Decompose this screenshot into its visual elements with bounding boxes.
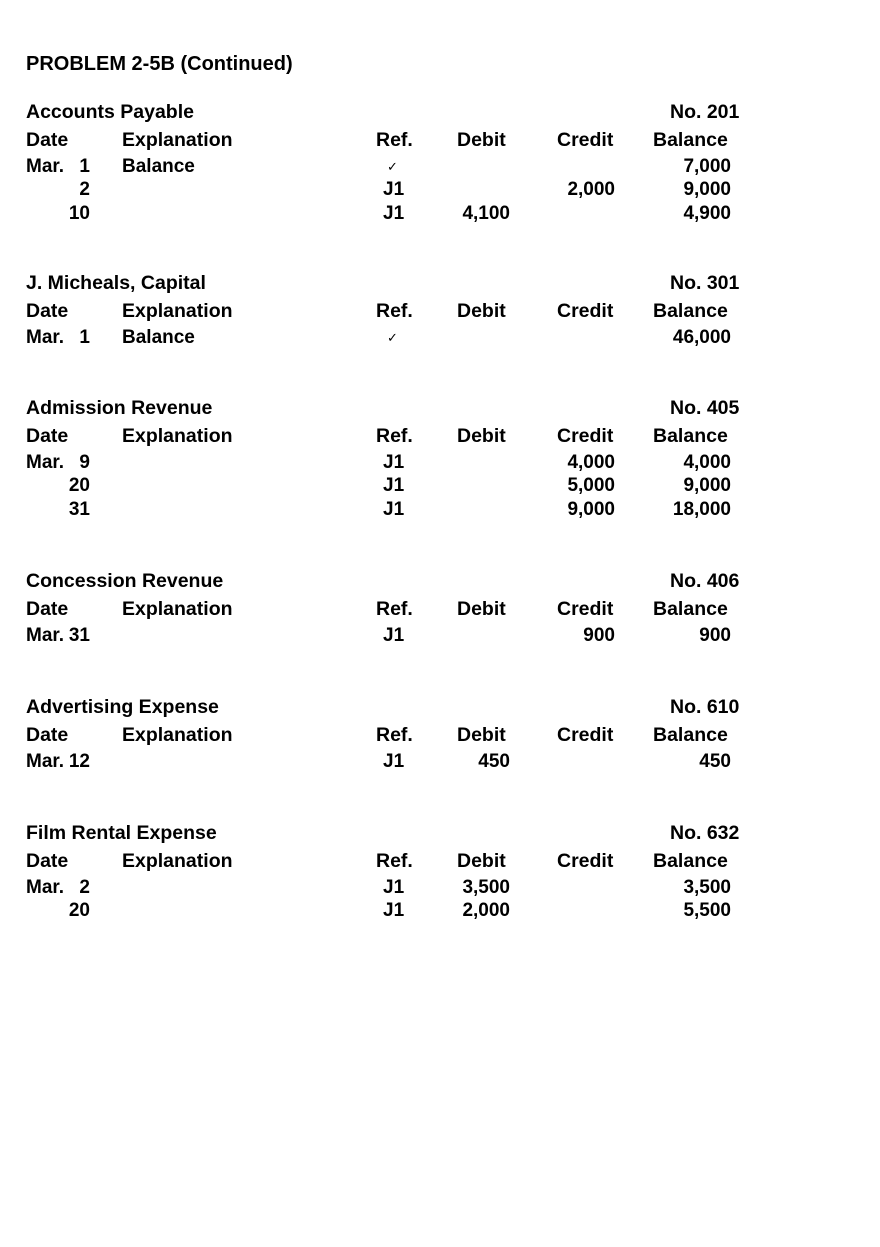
balance-cell: 9,000 xyxy=(683,475,731,497)
date-day: 2 xyxy=(79,877,90,898)
column-header-date: Date xyxy=(26,425,69,447)
date-day: 10 xyxy=(68,202,90,224)
account-name: Admission Revenue xyxy=(26,397,213,419)
account-name: Concession Revenue xyxy=(26,570,224,592)
account-name: Film Rental Expense xyxy=(26,822,217,844)
ledger-row xyxy=(0,499,880,522)
ledger-row xyxy=(0,475,880,498)
column-header-balance: Balance xyxy=(653,425,728,447)
explanation-cell: Balance xyxy=(122,156,195,177)
balance-cell: 3,500 xyxy=(683,877,731,898)
column-header-credit: Credit xyxy=(557,300,614,322)
column-header-ref: Ref. xyxy=(376,724,413,746)
column-header-date: Date xyxy=(26,598,69,620)
ref-cell: J1 xyxy=(383,452,405,473)
column-header-date: Date xyxy=(26,300,69,322)
date-day: 20 xyxy=(68,475,90,497)
column-header-balance: Balance xyxy=(653,598,728,620)
ledger-row xyxy=(0,625,880,648)
explanation-cell: Balance xyxy=(122,327,195,348)
column-header-explanation: Explanation xyxy=(122,598,233,620)
account-number: No. 406 xyxy=(670,570,740,592)
credit-cell: 900 xyxy=(583,625,615,646)
column-header-ref: Ref. xyxy=(376,129,413,151)
ref-cell: J1 xyxy=(383,900,405,922)
column-header-ref: Ref. xyxy=(376,850,413,872)
ledger-row xyxy=(0,156,880,179)
account-number: No. 405 xyxy=(670,397,740,419)
date-day: 20 xyxy=(68,900,90,922)
credit-cell: 5,000 xyxy=(567,475,615,497)
ref-cell: J1 xyxy=(383,498,405,520)
column-header-debit: Debit xyxy=(457,425,506,447)
column-header-credit: Credit xyxy=(557,598,614,620)
ref-cell: J1 xyxy=(383,202,405,224)
column-header-debit: Debit xyxy=(457,129,506,151)
column-header-explanation: Explanation xyxy=(122,724,233,746)
credit-cell: 2,000 xyxy=(567,179,615,201)
column-header-balance: Balance xyxy=(653,129,728,151)
balance-cell: 900 xyxy=(699,625,731,646)
ledger-row xyxy=(0,751,880,774)
date-day: 31 xyxy=(68,498,90,520)
column-header-debit: Debit xyxy=(457,850,506,872)
balance-cell: 450 xyxy=(699,751,731,772)
balance-cell: 7,000 xyxy=(683,156,731,177)
page-title: PROBLEM 2-5B (Continued) xyxy=(26,53,293,75)
column-header-explanation: Explanation xyxy=(122,425,233,447)
column-header-credit: Credit xyxy=(557,129,614,151)
account-name: Advertising Expense xyxy=(26,696,219,718)
account-number: No. 632 xyxy=(670,822,740,844)
column-header-balance: Balance xyxy=(653,724,728,746)
account-number: No. 201 xyxy=(670,101,740,123)
balance-cell: 9,000 xyxy=(683,179,731,201)
column-header-ref: Ref. xyxy=(376,300,413,322)
ledger-row xyxy=(0,203,880,226)
debit-cell: 2,000 xyxy=(462,900,510,922)
credit-cell: 4,000 xyxy=(567,452,615,473)
column-header-explanation: Explanation xyxy=(122,850,233,872)
account-number: No. 301 xyxy=(670,272,740,294)
debit-cell: 3,500 xyxy=(462,877,510,898)
ledger-row xyxy=(0,900,880,923)
ledger-row xyxy=(0,179,880,202)
date-day: 1 xyxy=(79,327,90,348)
ledger-row xyxy=(0,877,880,900)
balance-cell: 5,500 xyxy=(683,900,731,922)
debit-cell: 4,100 xyxy=(462,202,510,224)
date-month: Mar. xyxy=(26,751,65,772)
column-header-debit: Debit xyxy=(457,724,506,746)
column-header-date: Date xyxy=(26,724,69,746)
date-month: Mar. xyxy=(26,156,65,177)
date-day: 9 xyxy=(79,452,90,473)
credit-cell: 9,000 xyxy=(567,498,615,520)
column-header-ref: Ref. xyxy=(376,598,413,620)
balance-cell: 4,900 xyxy=(683,202,731,224)
column-header-balance: Balance xyxy=(653,850,728,872)
date-month: Mar. xyxy=(26,877,65,898)
column-header-balance: Balance xyxy=(653,300,728,322)
date-day: 2 xyxy=(79,179,90,201)
account-name: J. Micheals, Capital xyxy=(26,272,206,294)
column-header-explanation: Explanation xyxy=(122,300,233,322)
account-number: No. 610 xyxy=(670,696,740,718)
debit-cell: 450 xyxy=(478,751,510,772)
column-header-debit: Debit xyxy=(457,598,506,620)
column-header-date: Date xyxy=(26,850,69,872)
date-month: Mar. xyxy=(26,452,65,473)
balance-cell: 46,000 xyxy=(672,327,731,348)
ref-cell: J1 xyxy=(383,625,405,646)
checkmark-icon: ✓ xyxy=(387,159,398,174)
date-month: Mar. xyxy=(26,625,65,646)
date-day: 31 xyxy=(68,625,90,646)
ref-cell: J1 xyxy=(383,179,405,201)
column-header-credit: Credit xyxy=(557,425,614,447)
ref-cell: J1 xyxy=(383,877,405,898)
balance-cell: 18,000 xyxy=(672,498,731,520)
column-header-ref: Ref. xyxy=(376,425,413,447)
column-header-explanation: Explanation xyxy=(122,129,233,151)
column-header-credit: Credit xyxy=(557,850,614,872)
column-header-credit: Credit xyxy=(557,724,614,746)
date-day: 12 xyxy=(68,751,90,772)
column-header-date: Date xyxy=(26,129,69,151)
account-name: Accounts Payable xyxy=(26,101,194,123)
balance-cell: 4,000 xyxy=(683,452,731,473)
column-header-debit: Debit xyxy=(457,300,506,322)
date-month: Mar. xyxy=(26,327,65,348)
ledger-row xyxy=(0,327,880,350)
checkmark-icon: ✓ xyxy=(387,330,398,345)
date-day: 1 xyxy=(79,156,90,177)
ledger-row xyxy=(0,452,880,475)
ref-cell: J1 xyxy=(383,475,405,497)
ref-cell: J1 xyxy=(383,751,405,772)
